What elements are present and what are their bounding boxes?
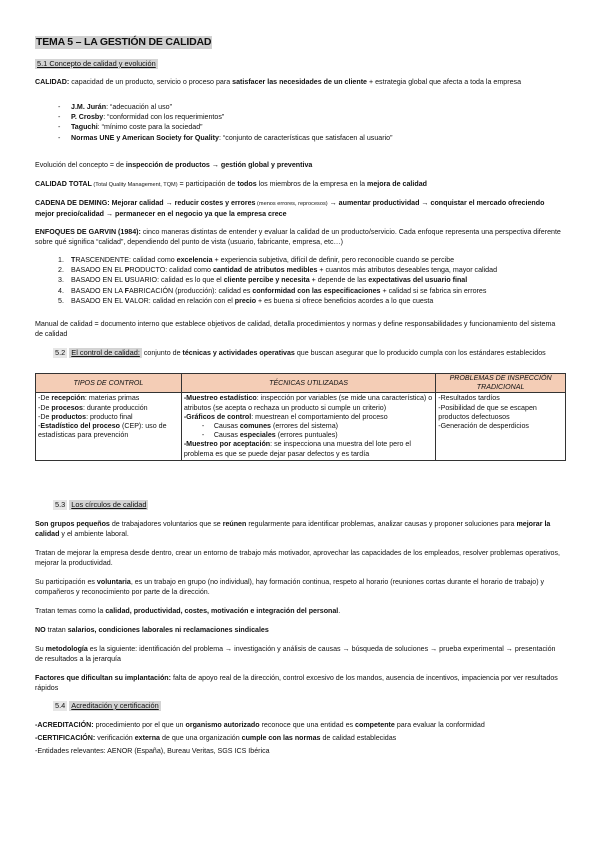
deming-chain-paragraph: CADENA DE DEMING: Mejorar calidad → reducir costes y errores (menos errores, reprocesos) → aumentar productividad → conquistar el mercado ofreciendo mejor precio/calidad → permanecer en el negocio ya que la empresa crece xyxy=(35,199,545,219)
circles-difficulties-paragraph: Factores que dificultan su implantación: falta de apoyo real de la dirección, control excesivo de los mandos, ausencia de incentivos, impaciencia por ver resultados rápidos xyxy=(35,674,558,693)
table-cell-techniques: -Muestreo estadístico: inspección por variables (se mide una característica) o atributos (se acepta o rechaza un producto si cumple un criterio) -Gráficos de control: muestrean el comportamiento del proceso - Causas comunes (errores del sistema) - Causas especiales (errores puntuales) -Muestreo por aceptación: se inspecciona una muestra del lote pero el problema es que se puede dejar pasar defectos y es tardía xyxy=(181,393,435,460)
section-5-3-heading-row xyxy=(53,500,148,510)
section-5-3-heading: Los círculos de calidad xyxy=(71,500,147,509)
section-5-4-heading: Acreditación y certificación xyxy=(71,701,159,710)
certification-paragraph: -CERTIFICACIÓN: verificación externa de que una organización cumple con las normas de calidad establecidas xyxy=(35,734,397,742)
list-item: 4. BASADO EN LA FABRICACIÓN (producción): calidad es conformidad con las especificaciones + calidad si se fabrica sin errores xyxy=(58,286,487,295)
list-item: - P. Crosby: “conformidad con los requerimientos” xyxy=(58,112,578,122)
table-cell-problems: -Resultados tardíos -Posibilidad de que se escapen productos defectuosos -Generación de desperdicios xyxy=(436,393,566,460)
garvin-paragraph: ENFOQUES DE GARVIN (1984): cinco maneras distintas de entender y evaluar la calidad de un producto/servicio. Cada enfoque representa una perspectiva diferente sobre qué significa “calidad”, dependiendo del punto de vista (usuario, fabricante, empresa, etc…) xyxy=(35,228,561,247)
list-item: 1. TRASCENDENTE: calidad como excelencia + experiencia subjetiva, difícil de definir, pero reconocible cuando se percibe xyxy=(58,256,455,264)
section-5-2-paragraph: 5.2 El control de calidad: conjunto de técnicas y actividades operativas que buscan asegurar que lo producido cumpla con los estándares establecidos xyxy=(55,348,546,357)
circles-paragraph-4: Tratan temas como la calidad, productividad, costes, motivación e integración del personal. xyxy=(35,607,341,615)
evolution-paragraph: Evolución del concepto = de inspección de productos → gestión global y preventiva xyxy=(35,161,313,169)
page-title: TEMA 5 – LA GESTIÓN DE CALIDAD xyxy=(36,36,212,48)
relevant-entities-paragraph: -Entidades relevantes: AENOR (España), Bureau Veritas, SGS ICS Ibérica xyxy=(35,747,270,755)
quality-control-table xyxy=(35,373,566,461)
quality-manual-paragraph: Manual de calidad = documento interno que establece objetivos de calidad, detalla procedimientos y normas y define responsabilidades y funcionamiento del sistema de calidad xyxy=(35,320,556,339)
circles-paragraph-1: Son grupos pequeños de trabajadores voluntarios que se reúnen regularmente para identificar problemas, analizar causas y proponer soluciones para mejorar la calidad y el ambiente laboral. xyxy=(35,520,551,539)
total-quality-paragraph: CALIDAD TOTAL (Total Quality Management, TQM) = participación de todos los miembros de la empresa en la mejora de calidad xyxy=(35,180,427,188)
table-header: TIPOS DE CONTROL xyxy=(36,374,182,393)
list-item: 2. BASADO EN EL PRODUCTO: calidad como cantidad de atributos medibles + cuantos más atributos deseables tenga, mayor calidad xyxy=(58,266,498,275)
list-item: - Normas UNE y American Society for Quality: “conjunto de características que satisfacen al usuario” xyxy=(58,133,578,143)
circles-paragraph-2: Tratan de mejorar la empresa desde dentro, crear un entorno de trabajo más motivador, aprovechar las capacidades de los empleados, resolver problemas operativos, mejorar la productividad. xyxy=(35,549,560,568)
table-header: TÉCNICAS UTILIZADAS xyxy=(181,374,435,393)
section-5-2-heading: El control de calidad: xyxy=(71,348,140,357)
list-item: 5. BASADO EN EL VALOR: calidad en relación con el precio + es buena si ofrece beneficios acordes a lo que cuesta xyxy=(58,296,434,305)
section-5-1-heading: 5.1 Concepto de calidad y evolución xyxy=(37,59,156,68)
list-item: - Taguchi: “mínimo coste para la sociedad” xyxy=(58,122,578,132)
accreditation-paragraph: -ACREDITACIÓN: procedimiento por el que un organismo autorizado reconoce que una entidad es competente para evaluar la conformidad xyxy=(35,721,485,729)
section-5-4-number: 5.4 xyxy=(55,701,66,710)
quality-authors-list xyxy=(35,102,578,143)
circles-methodology-paragraph: Su metodología es la siguiente: identificación del problema → investigación y análisis de causas → búsqueda de soluciones → prueba experimental → presentación de resultados a la jerarquía xyxy=(35,645,556,664)
section-5-2-number: 5.2 xyxy=(55,348,66,357)
list-item: 3. BASADO EN EL USUARIO: calidad es lo que el cliente percibe y necesita + depende de las expectativas del usuario final xyxy=(58,276,468,285)
calidad-definition: CALIDAD: capacidad de un producto, servicio o proceso para satisfacer las necesidades de un cliente + estrategia global que afecta a toda la empresa xyxy=(35,78,522,86)
garvin-approaches-list xyxy=(35,255,588,306)
table-cell-control-types: -De recepción: materias primas -De procesos: durante producción -De productos: producto final -Estadístico del proceso (CEP): uso de estadísticas para prevención xyxy=(36,393,182,460)
section-5-4-heading-row xyxy=(53,701,161,711)
list-item: - J.M. Jurán: “adecuación al uso” xyxy=(58,102,578,112)
circles-paragraph-5: NO tratan salarios, condiciones laborales ni reclamaciones sindicales xyxy=(35,626,269,634)
circles-paragraph-3: Su participación es voluntaria, es un trabajo en grupo (no individual), hay formación continua, respeto al horario (reuniones cortas durante el horario de trabajo) y compañeros y reconocimiento por parte de la dirección. xyxy=(35,578,545,597)
section-5-3-number: 5.3 xyxy=(55,500,66,509)
table-header: PROBLEMAS DE INSPECCIÓN TRADICIONAL xyxy=(436,374,566,393)
